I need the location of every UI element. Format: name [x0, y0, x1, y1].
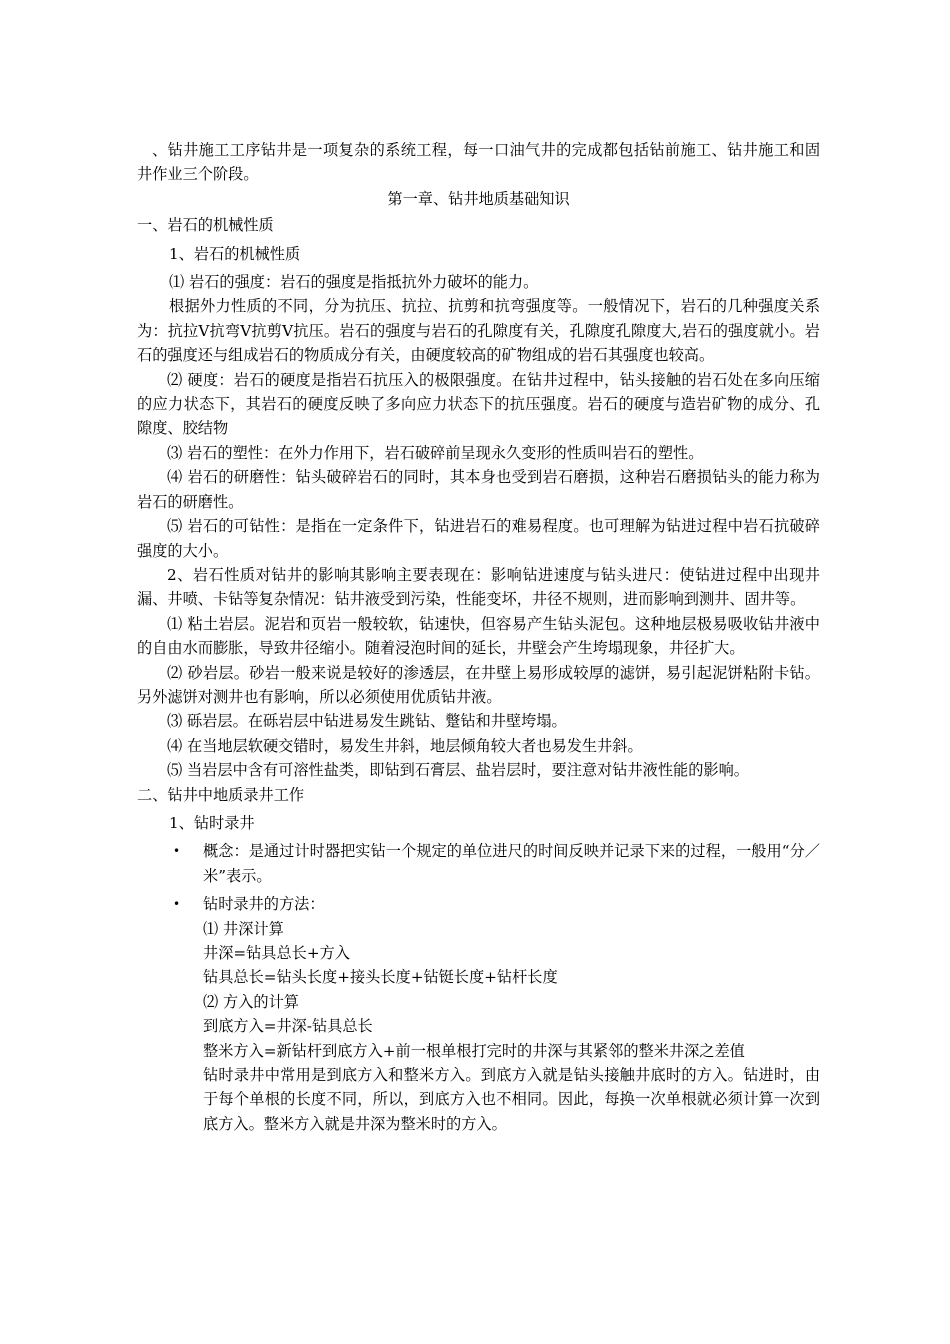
subsection-heading-drilling-time-log: 1、钻时录井 — [169, 813, 255, 832]
paragraph-abrasiveness: ⑷ 岩石的研磨性：钻头破碎岩石的同时，其本身也受到岩石磨损，这种岩石磨损钻头的能力称为岩石的研磨性。 — [137, 468, 820, 511]
paragraph-sandstone-layer: ⑵ 砂岩层。砂岩一般来说是较好的渗透层，在井壁上易形成较厚的滤饼，易引起泥饼粘附卡钻。另外滤饼对测井也有影响，所以必须使用优质钻井液。 — [137, 663, 820, 706]
bullet-item-method — [137, 892, 820, 916]
paragraph-rock-strength: ⑴ 岩石的强度：岩石的强度是指抵抗外力破坏的能力。 — [169, 273, 539, 292]
paragraph-plasticity: ⑶ 岩石的塑性：在外力作用下，岩石破碎前呈现永久变形的性质叫岩石的塑性。 — [167, 443, 704, 462]
paragraph-drilling-influence: 2、岩石性质对钻井的影响其影响主要表现在：影响钻进速度与钻头进尺：使钻进过程中出现井漏、井喷、卡钻等复杂情况：钻井液受到污染，性能变坏，井径不规则，进而影响到测井、固井等。 — [137, 565, 820, 609]
paragraph-hardness: ⑵ 硬度：岩石的硬度是指岩石抗压入的极限强度。在钻井过程中，钻头接触的岩石处在多向压缩的应力状态下，其岩石的硬度反映了多向应力状态下的抗压强度。岩石的硬度与造岩矿物的成分、孔隙度、胶结物 — [137, 370, 820, 438]
method-line: ⑴ 井深计算 — [203, 919, 284, 938]
bullet-item-concept — [137, 839, 820, 888]
section-heading-rock-mechanics: 一、岩石的机械性质 — [137, 216, 274, 235]
bullet-icon: • — [173, 844, 181, 859]
bullet-icon: • — [173, 897, 181, 912]
document-body — [137, 138, 820, 1136]
bullet-text-concept: 概念：是通过计时器把实钻一个规定的单位进尺的时间反映并记录下来的过程，一般用“分／米”表示。 — [203, 842, 820, 885]
bullet-text-method: 钻时录井的方法： — [203, 895, 325, 914]
paragraph-gravel-layer: ⑶ 砾岩层。在砾岩层中钻进易发生跳钻、蹩钻和井壁垮塌。 — [167, 712, 567, 731]
intro-paragraph: 、钻井施工工序钻井是一项复杂的系统工程，每一口油气井的完成都包括钻前施工、钻井施工和固井作业三个阶段。 — [137, 141, 820, 184]
subsection-heading-rock-properties: 1、岩石的机械性质 — [169, 244, 301, 263]
paragraph-salt-layer: ⑸ 当岩层中含有可溶性盐类，即钻到石膏层、盐岩层时，要注意对钻井液性能的影响。 — [167, 761, 749, 780]
section-heading-geologic-logging: 二、钻井中地质录井工作 — [137, 785, 305, 804]
paragraph-strength-detail: 根据外力性质的不同，分为抗压、抗拉、抗剪和抗弯强度等。一般情况下，岩石的几种强度关系为：抗拉Ⅴ抗弯Ⅴ抗剪Ⅴ抗压。岩石的强度与岩石的孔隙度有关，孔隙度孔隙度大,岩石的强度就小。岩石的强度还与组成岩石的物质成分有关，由硬度较高的矿物组成的岩石其强度也较高。 — [137, 297, 820, 365]
paragraph-alternating-layers: ⑷ 在当地层软硬交错时，易发生井斜，地层倾角较大者也易发生井斜。 — [167, 736, 643, 755]
method-line: 井深=钻具总长+方入 — [203, 944, 350, 962]
chapter-title: 第一章、钻井地质基础知识 — [387, 189, 570, 208]
method-line: 整米方入=新钻杆到底方入+前一根单根打完时的井深与其紧邻的整米井深之差值 — [203, 1041, 745, 1060]
closing-paragraph: 钻时录井中常用是到底方入和整米方入。到底方入就是钻头接触井底时的方入。钻进时，由于每个单根的长度不同，所以，到底方入也不相同。因此，每换一次单根就必须计算一次到底方入。整米方入就是井深为整米时的方入。 — [203, 1066, 820, 1133]
method-line: ⑵ 方入的计算 — [203, 992, 299, 1011]
paragraph-clay-layer: ⑴ 粘土岩层。泥岩和页岩一般较软，钻速快，但容易产生钻头泥包。这种地层极易吸收钻井液中的自由水而膨胀，导致井径缩小。随着浸泡时间的延长，井壁会产生垮塌现象，井径扩大。 — [137, 614, 820, 658]
method-line: 到底方入=井深-钻具总长 — [203, 1017, 373, 1036]
paragraph-drillability: ⑸ 岩石的可钻性：是指在一定条件下，钻进岩石的难易程度。也可理解为钻进过程中岩石抗破碎强度的大小。 — [137, 517, 820, 560]
method-line: 钻具总长=钻头长度+接头长度+钻铤长度+钻杆长度 — [203, 968, 558, 987]
bullet-list — [137, 839, 820, 916]
